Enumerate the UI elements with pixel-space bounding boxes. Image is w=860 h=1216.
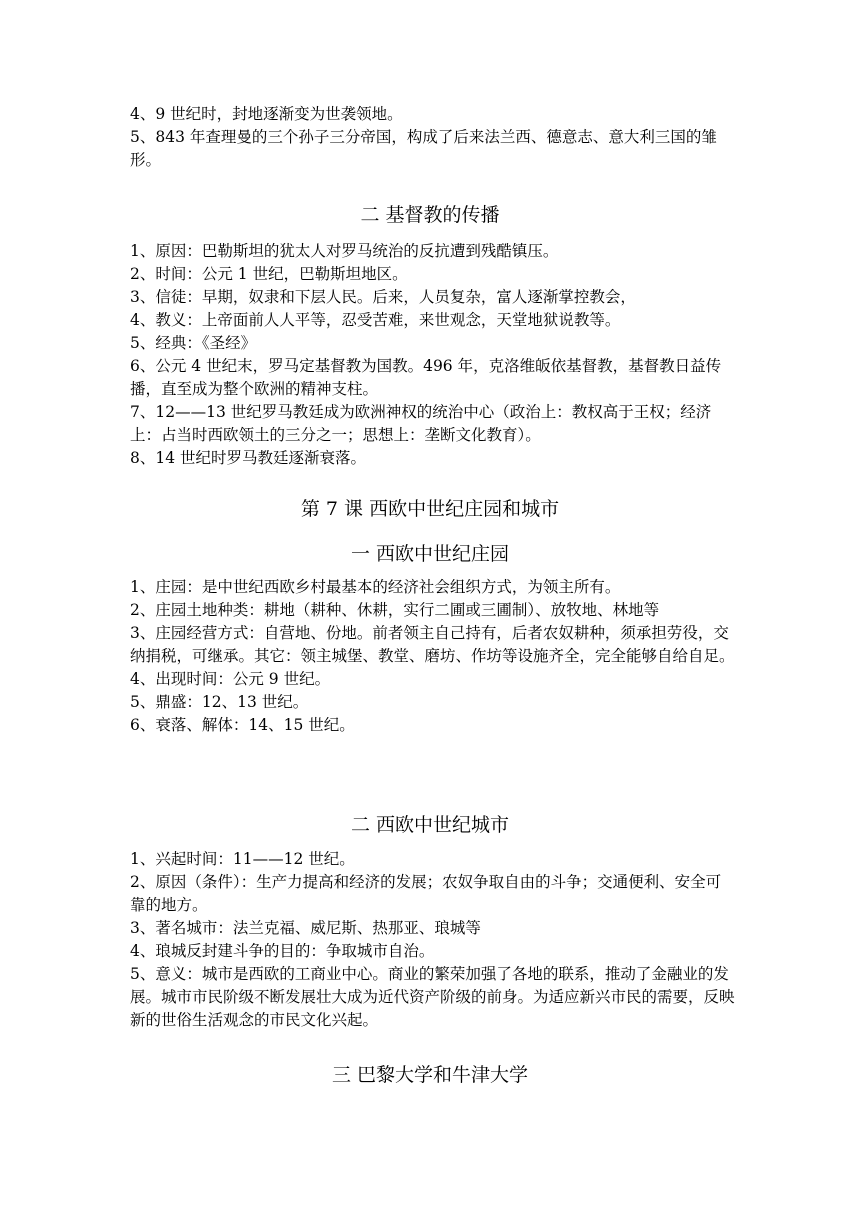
list-item: 5、经典：《圣经》 [130,334,257,352]
section-heading-city: 二 西欧中世纪城市 [350,814,510,836]
list-item: 3、信徒：早期，奴隶和下层人民。后来，人员复杂，富人逐渐掌控教会， [130,288,636,306]
list-item: 4、出现时间：公元 9 世纪。 [130,670,331,688]
list-item: 1、原因：巴勒斯坦的犹太人对罗马统治的反抗遭到残酷镇压。 [130,242,559,260]
list-item: 2、原因（条件）：生产力提高和经济的发展；农奴争取自由的斗争；交通便利、安全可靠的地方。 [130,873,722,914]
list-item: 6、衰落、解体：14、15 世纪。 [130,716,355,734]
top-list [130,103,735,172]
list-item: 1、庄园：是中世纪西欧乡村最基本的经济社会组织方式，为领主所有。 [130,578,621,596]
list-item: 1、兴起时间：11——12 世纪。 [130,850,355,868]
lesson-title: 第 7 课 西欧中世纪庄园和城市 [300,498,560,520]
list-item: 6、公元 4 世纪末，罗马定基督教为国教。496 年，克洛维皈依基督教，基督教日益传播，直至成为整个欧洲的精神支柱。 [130,357,722,398]
list-item: 8、14 世纪时罗马教廷逐渐衰落。 [130,449,367,467]
list-item: 4、琅城反封建斗争的目的：争取城市自治。 [130,942,435,960]
section-heading-university: 三 巴黎大学和牛津大学 [331,1064,529,1086]
christianity-list [130,240,735,470]
list-item: 5、鼎盛：12、13 世纪。 [130,693,309,711]
list-item: 5、意义：城市是西欧的工商业中心。商业的繁荣加强了各地的联系，推动了金融业的发展。城市市民阶级不断发展壮大成为近代资产阶级的前身。为适应新兴市民的需要，反映新的世俗生活观念的市民文化兴起。 [130,965,735,1029]
list-item: 3、庄园经营方式：自营地、份地。前者领主自己持有，后者农奴耕种，须承担劳役，交纳捐税，可继承。其它：领主城堡、教堂、磨坊、作坊等设施齐全，完全能够自给自足。 [130,624,735,665]
list-item: 4、教义：上帝面前人人平等，忍受苦难，来世观念，天堂地狱说教等。 [130,311,621,329]
city-list [130,848,735,1032]
list-item: 5、843 年查理曼的三个孙子三分帝国，构成了后来法兰西、德意志、意大利三国的雏形。 [130,128,717,169]
section-heading-manor: 一 西欧中世纪庄园 [350,543,510,565]
list-item: 4、9 世纪时，封地逐渐变为世袭领地。 [130,105,403,123]
list-item: 3、著名城市：法兰克福、威尼斯、热那亚、琅城等 [130,919,481,937]
list-item: 7、12——13 世纪罗马教廷成为欧洲神权的统治中心（政治上：教权高于王权；经济上：占当时西欧领土的三分之一；思想上：垄断文化教育）。 [130,403,712,444]
manor-list [130,576,735,737]
list-item: 2、时间：公元 1 世纪，巴勒斯坦地区。 [130,265,408,283]
list-item: 2、庄园土地种类：耕地（耕种、休耕，实行二圃或三圃制）、放牧地、林地等 [130,601,660,619]
section-heading-christianity: 二 基督教的传播 [360,204,500,226]
